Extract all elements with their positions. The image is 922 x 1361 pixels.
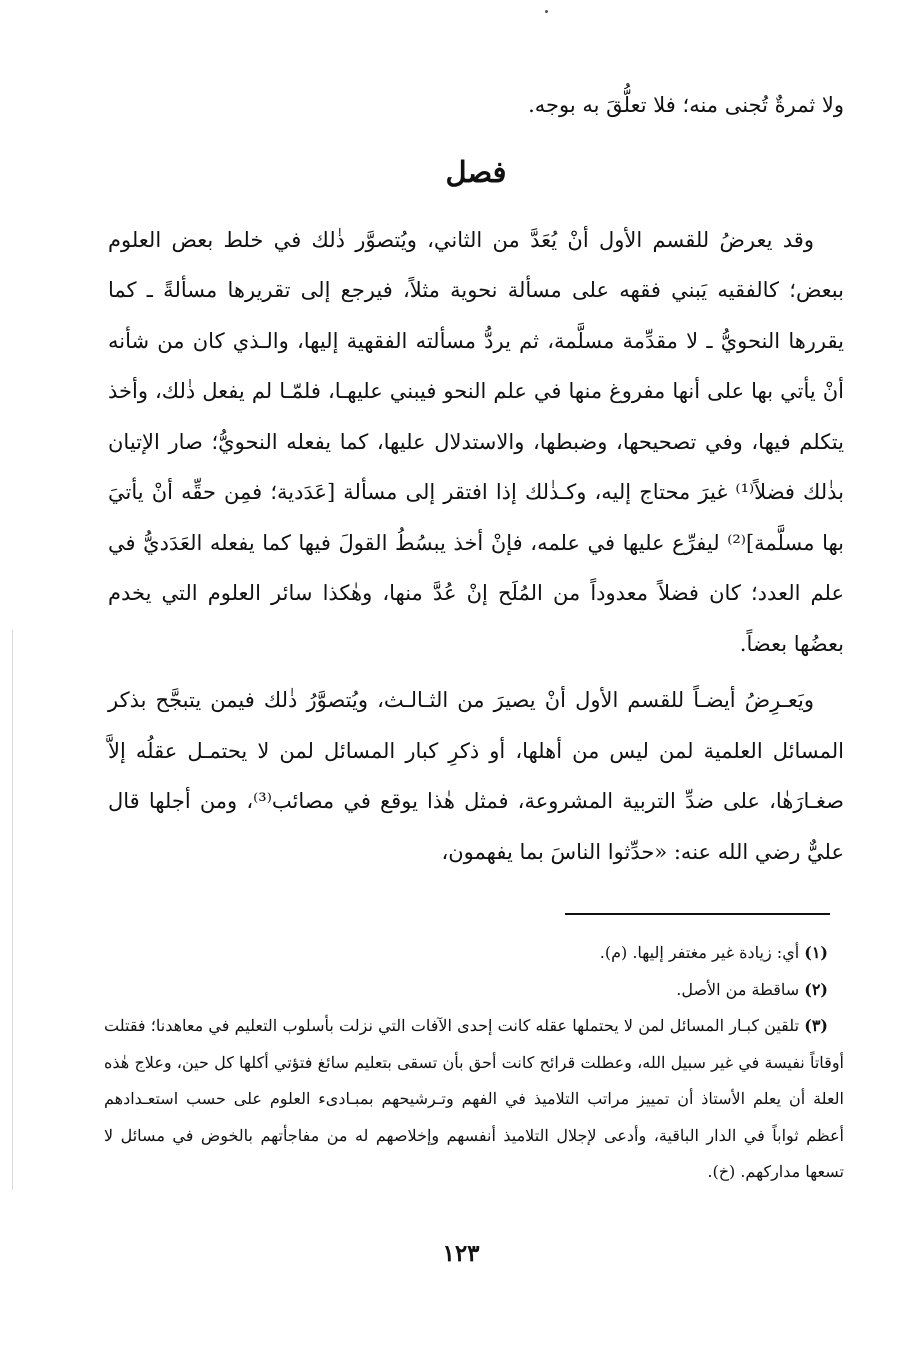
footnote-number: (٢) <box>804 979 828 999</box>
section-heading: فصل <box>445 154 507 189</box>
footnote-3 <box>104 1008 844 1191</box>
footnote-text: أي: زيادة غير مغتفر إليها. (م). <box>599 943 800 962</box>
footnote-1 <box>104 935 844 972</box>
page-number: ١٢٣ <box>442 1240 480 1267</box>
footnote-2 <box>104 972 844 1009</box>
footnotes <box>104 935 844 1191</box>
footnote-separator <box>565 913 830 915</box>
scan-speck <box>545 10 548 13</box>
main-text <box>108 80 844 877</box>
continued-line: ولا ثمرةٌ تُجنى منه؛ فلا تعلُّقَ به بوجه. <box>528 93 844 117</box>
footnote-number: (٣) <box>804 1016 828 1035</box>
scan-margin-line <box>12 630 13 1190</box>
footnote-text: ساقطة من الأصل. <box>676 979 800 999</box>
footnote-number: (١) <box>804 943 828 962</box>
paragraph-1: وقد يعرضُ للقسم الأول أنْ يُعَدَّ من الثاني، ويُتصوَّر ذٰلك في خلط بعض العلوم ببعض؛ كالفقيه يَبني فقهه على مسألة نحوية مثلاً، فيرجع إلى تقريرها مسألةً ـ كما يقررها النحويُّ ـ لا مقدِّمة مسلَّمة، ثم يردُّ مسألته الفقهية إليها، والـذي كان من شأنه أنْ يأتي بها على أنها مفروغ منها في علم النحو فيبني عليهـا، فلمّـا لم يفعل ذٰلك، وأخذ يتكلم فيها، وفي تصحيحها، وضبطها، والاستدلال عليها، كما يفعله النحويُّ؛ صار الإتيان بذٰلك فضلاً⁽¹⁾ غيرَ محتاج إليه، وكـذٰلك إذا افتقر إلى مسألة [عَدَدية؛ فمِن حقِّه أنْ يأتيَ بها مسلَّمة]⁽²⁾ ليفرِّع عليها في علمه، فإنْ أخذ يبسُطُ القولَ فيها كما يفعله العَدَديُّ في علم العدد؛ كان فضلاً معدوداً من المُلَح إنْ عُدَّ منها، وهٰكذا سائر العلوم التي يخدم بعضُها بعضاً. <box>108 227 845 656</box>
paragraph-2: ويَعـرِضُ أيضـاً للقسم الأول أنْ يصيرَ من الثـالـث، ويُتصوَّرُ ذٰلك فيمن يتبجَّح بذكر المسائل العلمية لمن ليس من أهلها، أو ذكرِ كبار المسائل لمن لا يحتمـل عقلُه إلاَّ صغـارَهٰا، على ضدِّ التربية المشروعة، فمثل هٰذا يوقع في مصائب⁽³⁾، ومن أجلها قال عليٌّ رضي الله عنه: «حدِّثوا الناسَ بما يفهمون، <box>108 688 844 864</box>
footnote-text: تلقين كبـار المسائل لمن لا يحتملها عقله كانت إحدى الآفات التي نزلت بأسلوب التعليم في معاهدنا؛ فقتلت أوقاتاً نفيسة في غير سبيل الله، وعطلت قرائح كانت أحق بأن تسقى بتعليم سائغ فتؤتي أكلها كل حين، وعلاج هٰذه العلة أن يعلم الأستاذ أن تمييز مراتب التلاميذ في الفهم وتـرشيحهم بمبـادىء العلوم على حسب استعـدادهم أعظم ثواباً في الدار الباقية، وأدعى لإجلال التلاميذ أنفسهم وإخلاصهم له من مفاجأتهم بالخوض في مسائل لا تسعها مداركهم. (خ). <box>104 1016 845 1181</box>
